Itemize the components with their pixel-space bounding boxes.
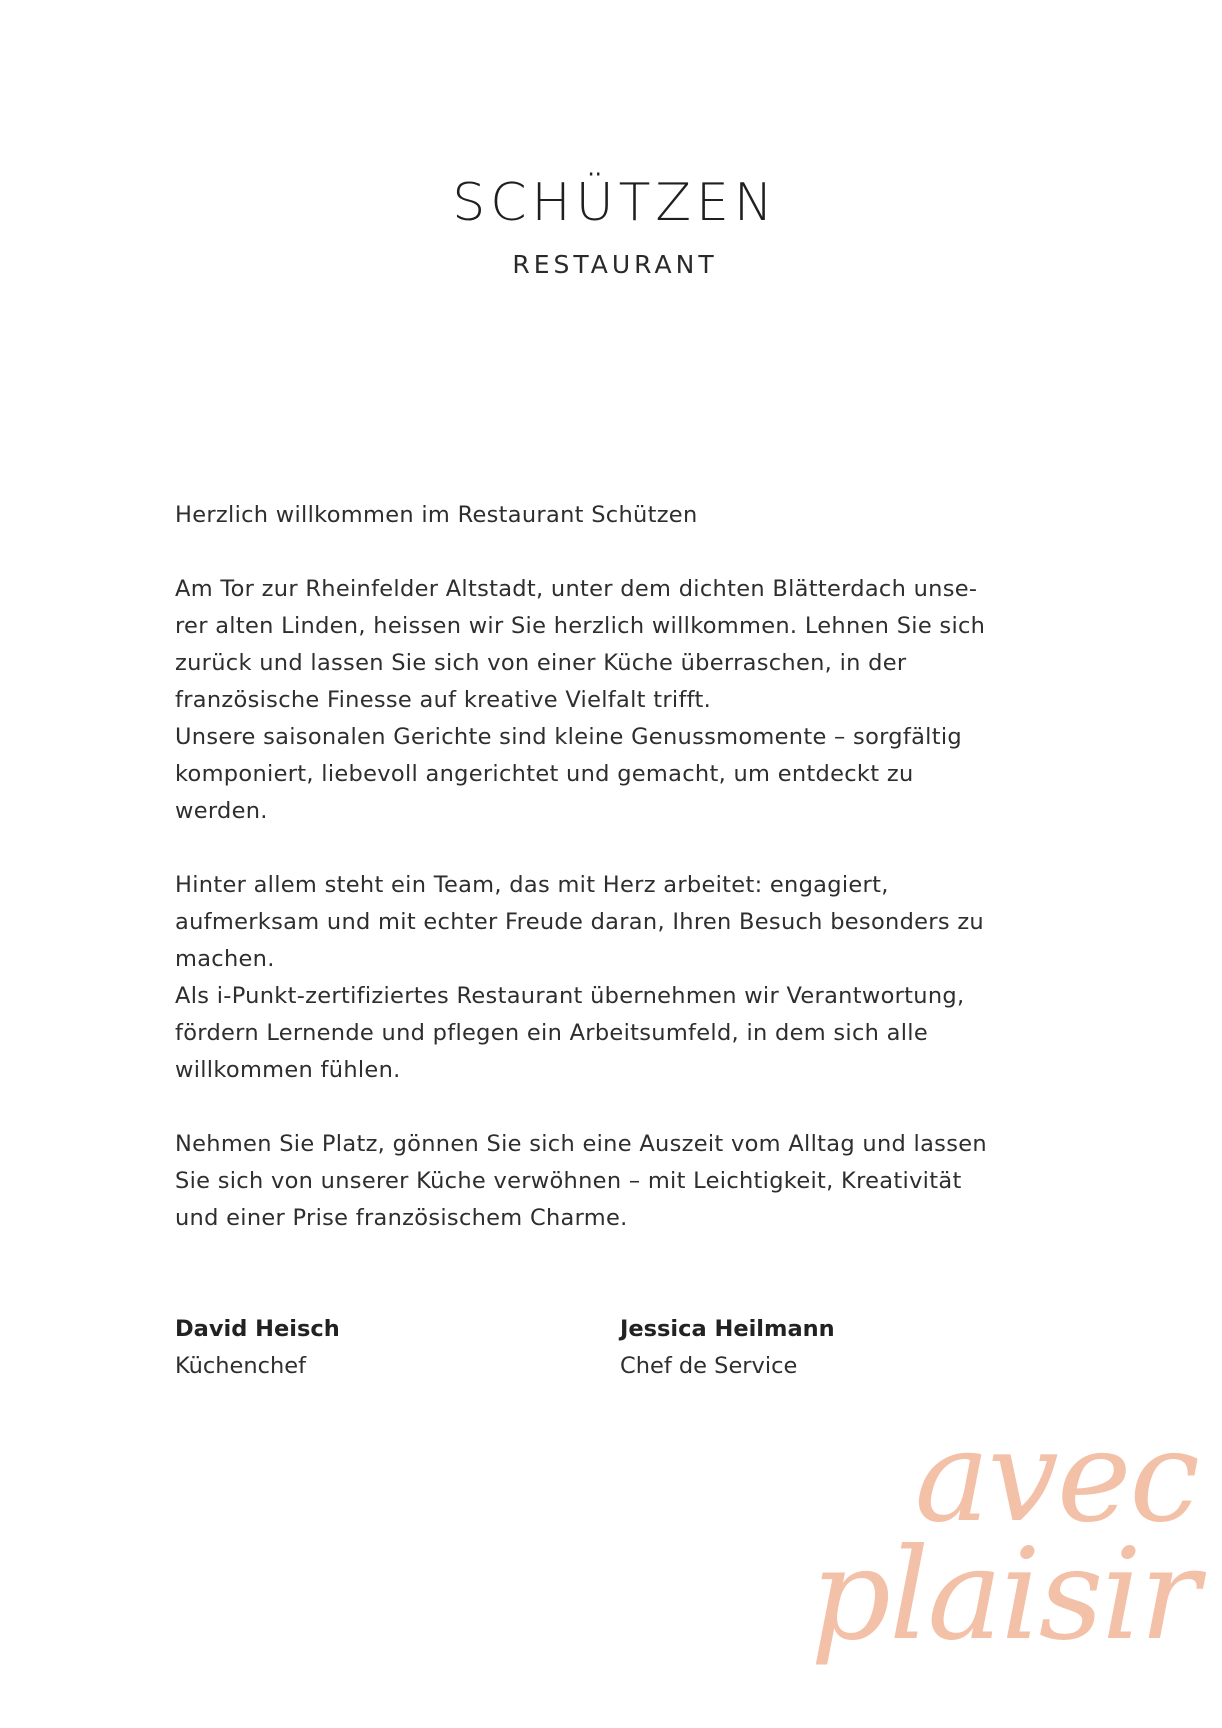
letter-paragraph-closing xyxy=(175,1126,1055,1237)
letter-line: werden. xyxy=(175,798,268,824)
tagline-line: avec xyxy=(914,1403,1198,1550)
letter-line: komponiert, liebevoll angerichtet und gemacht, um entdeckt zu xyxy=(175,761,914,787)
letter-line: fördern Lernende und pflegen ein Arbeitsumfeld, in dem sich alle xyxy=(175,1020,928,1046)
signature-role: Chef de Service xyxy=(620,1353,798,1379)
letter-line: Sie sich von unserer Küche verwöhnen – mit Leichtigkeit, Kreativität xyxy=(175,1168,962,1194)
letter-line: Als i-Punkt-zertifiziertes Restaurant übernehmen wir Verantwortung, xyxy=(175,983,965,1009)
letter-line: zurück und lassen Sie sich von einer Küche überraschen, in der xyxy=(175,650,907,676)
welcome-letter xyxy=(175,497,1055,1237)
letter-line: Nehmen Sie Platz, gönnen Sie sich eine Auszeit vom Alltag und lassen xyxy=(175,1131,987,1157)
brand-name: SCHÜTZEN xyxy=(452,173,778,233)
letter-line: Am Tor zur Rheinfelder Altstadt, unter dem dichten Blätterdach unse- xyxy=(175,576,978,602)
letter-paragraph-team xyxy=(175,867,1055,1089)
letter-line: Hinter allem steht ein Team, das mit Herz arbeitet: engagiert, xyxy=(175,872,889,898)
signature-name: Jessica Heilmann xyxy=(620,1316,835,1342)
letter-line: französische Finesse auf kreative Vielfalt trifft. xyxy=(175,687,712,713)
letter-line: willkommen fühlen. xyxy=(175,1057,401,1083)
tagline-avec-plaisir xyxy=(810,1403,1198,1668)
brand-subtitle: RESTAURANT xyxy=(512,250,718,279)
letter-line: aufmerksam und mit echter Freude daran, Ihren Besuch besonders zu xyxy=(175,909,984,935)
tagline-line: plaisir xyxy=(810,1521,1198,1668)
letter-line: Unsere saisonalen Gerichte sind kleine Genussmomente – sorgfältig xyxy=(175,724,962,750)
header xyxy=(0,168,1222,280)
letter-line: und einer Prise französischem Charme. xyxy=(175,1205,628,1231)
signature-service xyxy=(620,1311,835,1385)
letter-line: machen. xyxy=(175,946,275,972)
signature-name: David Heisch xyxy=(175,1316,340,1342)
signature-role: Küchenchef xyxy=(175,1353,307,1379)
letter-line: rer alten Linden, heissen wir Sie herzlich willkommen. Lehnen Sie sich xyxy=(175,613,986,639)
letter-paragraph-intro xyxy=(175,571,1055,830)
letter-greeting: Herzlich willkommen im Restaurant Schützen xyxy=(175,502,698,528)
signature-chef xyxy=(175,1311,340,1385)
